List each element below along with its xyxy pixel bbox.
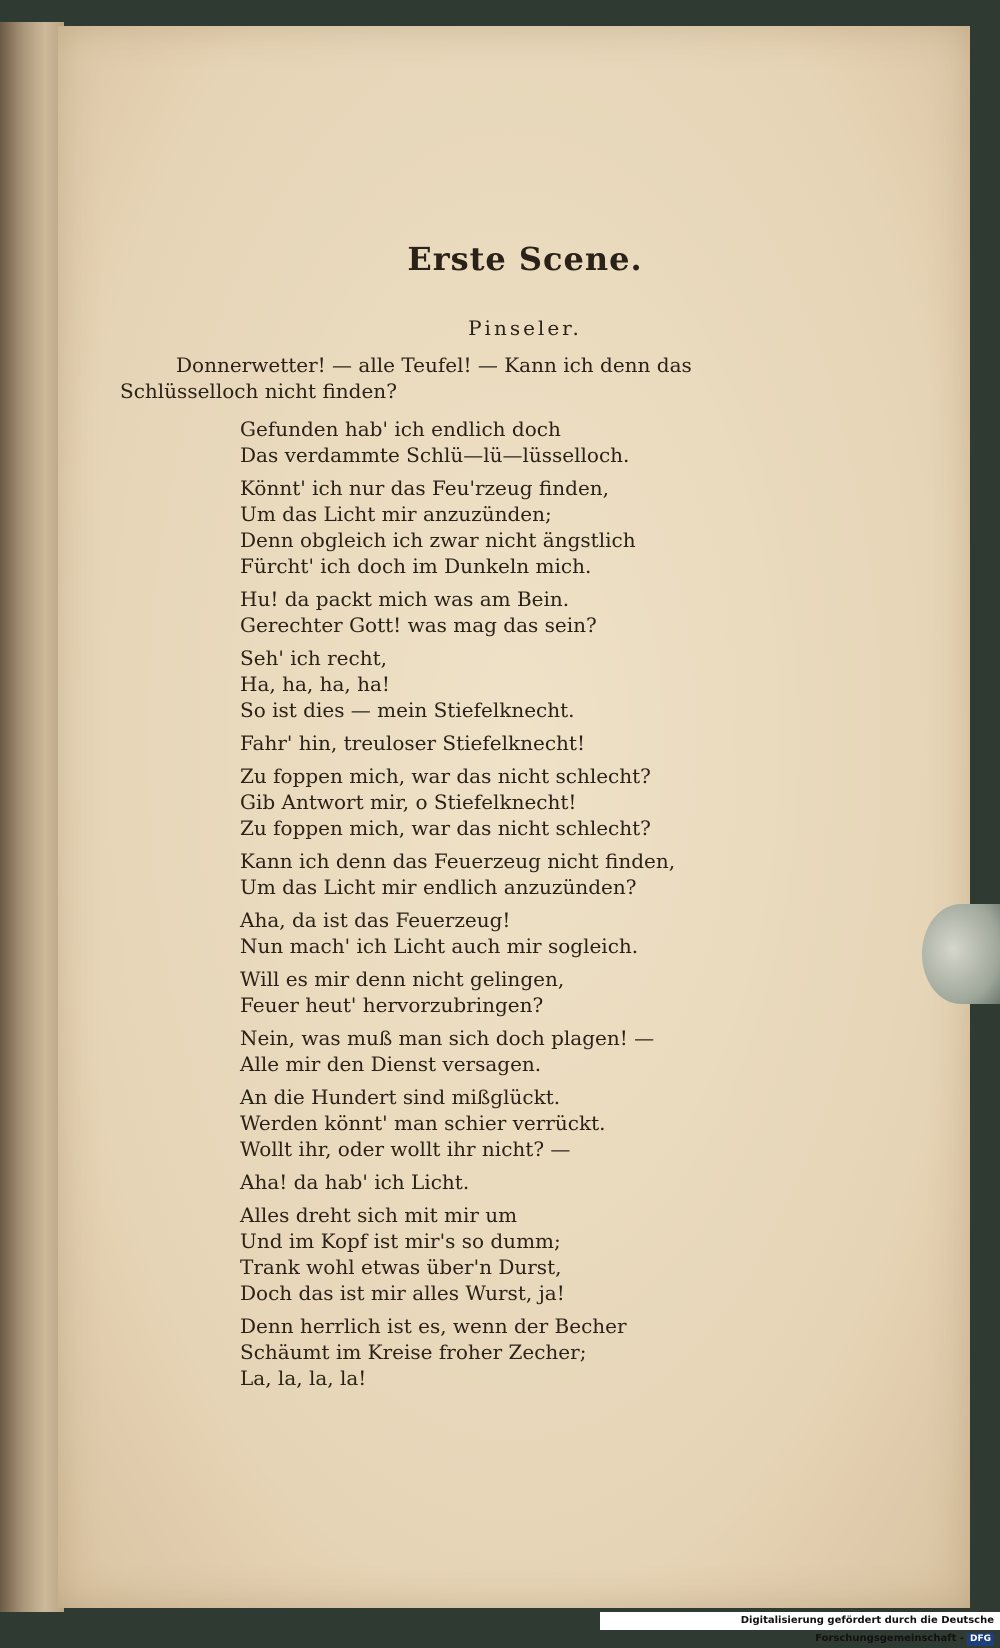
verse-line: Gerechter Gott! was mag das sein? xyxy=(240,613,597,637)
stanza xyxy=(240,416,820,468)
book-spine xyxy=(0,22,64,1612)
verse-line: Aha! da hab' ich Licht. xyxy=(240,1170,470,1194)
scanner-thumb xyxy=(922,904,1000,1004)
verse-line: Trank wohl etwas über'n Durst, xyxy=(240,1255,562,1279)
verse-line: Werden könnt' man schier verrückt. xyxy=(240,1111,606,1135)
verse-line: Nun mach' ich Licht auch mir sogleich. xyxy=(240,934,639,958)
stanza xyxy=(240,1313,820,1391)
verse-line: Das verdammte Schlü—lü—lüsselloch. xyxy=(240,443,630,467)
stanza xyxy=(240,763,820,841)
stanza xyxy=(240,966,820,1018)
verse-line: Könnt' ich nur das Feu'rzeug finden, xyxy=(240,476,610,500)
verse-line: Fahr' hin, treuloser Stiefelknecht! xyxy=(240,731,585,755)
verse-line: Und im Kopf ist mir's so dumm; xyxy=(240,1229,561,1253)
verse-line: Aha, da ist das Feuerzeug! xyxy=(240,908,511,932)
verse-line: Um das Licht mir anzuzünden; xyxy=(240,502,552,526)
verse-line: Hu! da packt mich was am Bein. xyxy=(240,587,570,611)
verse-line: Kann ich denn das Feuerzeug nicht finden, xyxy=(240,849,676,873)
verse-line: La, la, la, la! xyxy=(240,1366,367,1390)
stanza xyxy=(240,848,820,900)
scene-title: Erste Scene. xyxy=(407,240,643,278)
verse-line: Denn herrlich ist es, wenn der Becher xyxy=(240,1314,627,1338)
verse-line: Feuer heut' hervorzubringen? xyxy=(240,993,544,1017)
verse-line: Um das Licht mir endlich anzuzünden? xyxy=(240,875,637,899)
digitization-footer xyxy=(600,1612,1000,1644)
verse-line: So ist dies — mein Stiefelknecht. xyxy=(240,698,575,722)
verse-line: Ha, ha, ha, ha! xyxy=(240,672,390,696)
verse-line: Alle mir den Dienst versagen. xyxy=(240,1052,542,1076)
page-content xyxy=(120,240,820,1398)
verse-line: Zu foppen mich, war das nicht schlecht? xyxy=(240,816,651,840)
verse-line: Alles dreht sich mit mir um xyxy=(240,1203,518,1227)
stanza xyxy=(240,475,820,579)
verse-line: An die Hundert sind mißglückt. xyxy=(240,1085,561,1109)
footer-text: Digitalisierung gefördert durch die Deutsche Forschungsgemeinschaft - xyxy=(740,1615,994,1644)
verse-line: Gib Antwort mir, o Stiefelknecht! xyxy=(240,790,577,814)
verse-line: Denn obgleich ich zwar nicht ängstlich xyxy=(240,528,636,552)
verse-line: Nein, was muß man sich doch plagen! — xyxy=(240,1026,655,1050)
verse-line: Seh' ich recht, xyxy=(240,646,387,670)
verse-block xyxy=(120,416,820,1391)
stanza xyxy=(240,1169,820,1195)
verse-line: Wollt ihr, oder wollt ihr nicht? — xyxy=(240,1137,571,1161)
verse-line: Schäumt im Kreise froher Zecher; xyxy=(240,1340,587,1364)
verse-line: Zu foppen mich, war das nicht schlecht? xyxy=(240,764,651,788)
speaker-name: Pinseler. xyxy=(468,316,582,340)
verse-line: Fürcht' ich doch im Dunkeln mich. xyxy=(240,554,592,578)
stanza xyxy=(240,1025,820,1077)
dfg-logo: DFG xyxy=(967,1633,994,1646)
verse-line: Doch das ist mir alles Wurst, ja! xyxy=(240,1281,565,1305)
stanza xyxy=(240,645,820,723)
stanza xyxy=(240,907,820,959)
verse-line: Will es mir denn nicht gelingen, xyxy=(240,967,565,991)
stanza xyxy=(240,1084,820,1162)
stanza xyxy=(240,1202,820,1306)
prose-line: Donnerwetter! — alle Teufel! — Kann ich denn das Schlüsselloch nicht finden? xyxy=(120,353,692,403)
stanza xyxy=(240,730,820,756)
stanza xyxy=(240,586,820,638)
verse-line: Gefunden hab' ich endlich doch xyxy=(240,417,561,441)
